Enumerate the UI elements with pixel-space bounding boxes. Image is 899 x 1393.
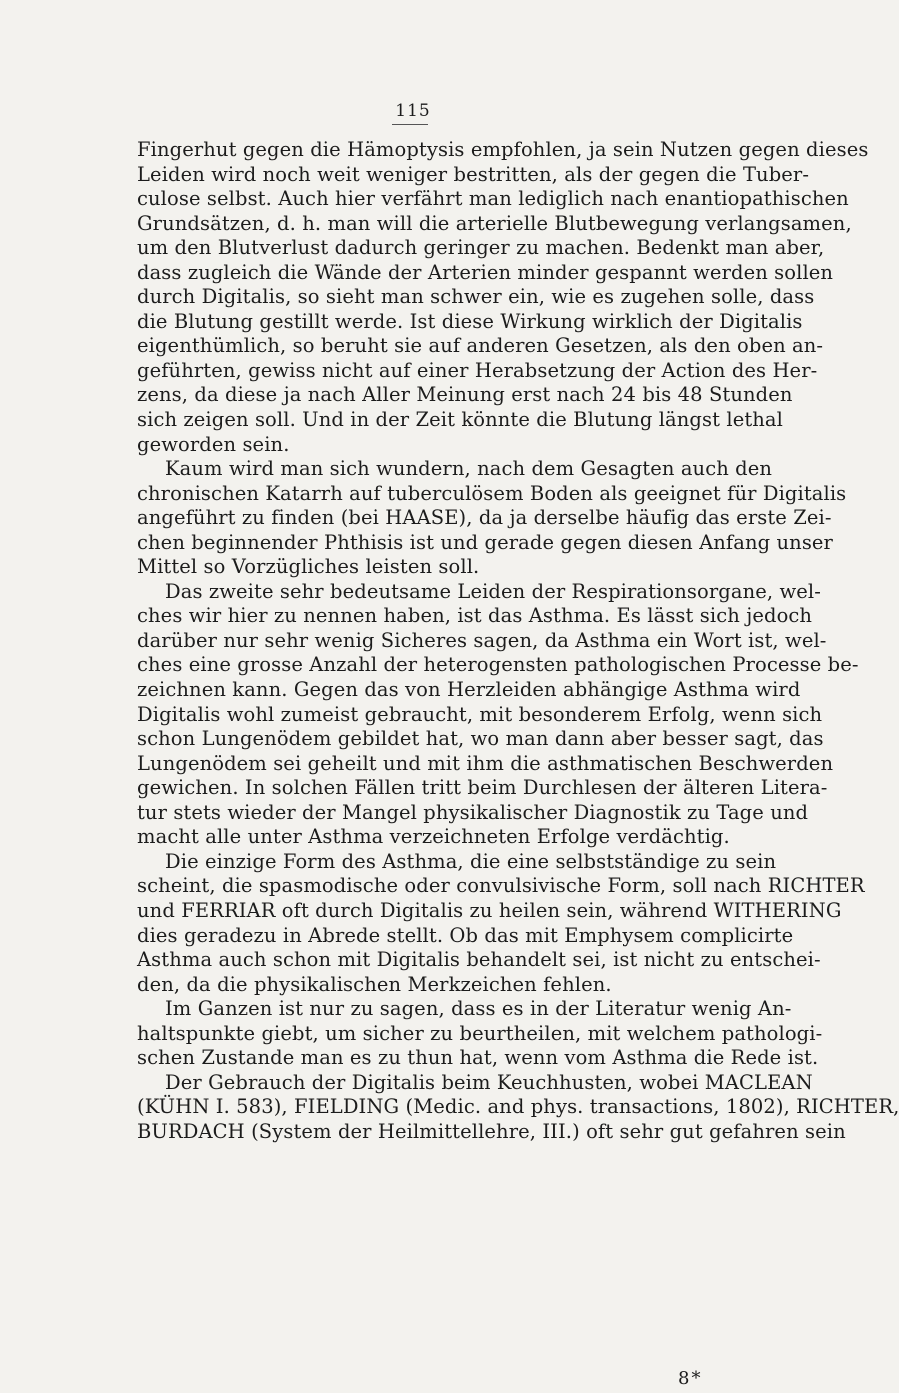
text-line: Mittel so Vorzügliches leisten soll.	[137, 555, 480, 579]
text-line: chronischen Katarrh auf tuberculösem Boden als geeignet für Digitalis	[137, 481, 847, 505]
text-line: geführten, gewiss nicht auf einer Herabsetzung der Action des Her-	[137, 358, 818, 382]
text-line: scheint, die spasmodische oder convulsivische Form, soll nach RICHTER	[137, 874, 865, 898]
text-line: zens, da diese ja nach Aller Meinung erst nach 24 bis 48 Stunden	[137, 383, 793, 407]
page-number-rule	[392, 124, 428, 125]
text-line: angeführt zu finden (bei HAASE), da ja derselbe häufig das erste Zei-	[137, 506, 832, 530]
text-line: Die einzige Form des Asthma, die eine selbstständige zu sein	[165, 849, 777, 873]
body-text	[137, 138, 899, 1144]
text-line: Lungenödem sei geheilt und mit ihm die asthmatischen Beschwerden	[137, 751, 834, 775]
text-line: chen beginnender Phthisis ist und gerade gegen diesen Anfang unser	[137, 530, 833, 554]
text-line: dass zugleich die Wände der Arterien minder gespannt werden sollen	[137, 260, 834, 284]
text-line: Fingerhut gegen die Hämoptysis empfohlen, ja sein Nutzen gegen dieses	[137, 138, 869, 161]
text-line: eigenthümlich, so beruht sie auf anderen Gesetzen, als den oben an-	[137, 334, 824, 358]
text-line: Kaum wird man sich wundern, nach dem Gesagten auch den	[165, 457, 773, 481]
text-line: dies geradezu in Abrede stellt. Ob das mit Emphysem complicirte	[137, 923, 794, 947]
signature-mark: 8*	[678, 1368, 703, 1389]
text-line: Grundsätzen, d. h. man will die arterielle Blutbewegung verlangsamen,	[137, 211, 852, 235]
text-line: Der Gebrauch der Digitalis beim Keuchhusten, wobei MACLEAN	[165, 1070, 813, 1094]
text-line: und FERRIAR oft durch Digitalis zu heilen sein, während WITHERING	[137, 898, 842, 922]
text-line: macht alle unter Asthma verzeichneten Erfolge verdächtig.	[137, 825, 730, 849]
text-line: durch Digitalis, so sieht man schwer ein, wie es zugehen solle, dass	[137, 285, 815, 309]
text-line: BURDACH (System der Heilmittellehre, III.) oft sehr gut gefahren sein	[137, 1119, 846, 1143]
text-line: zeichnen kann. Gegen das von Herzleiden abhängige Asthma wird	[137, 678, 801, 702]
text-line: die Blutung gestillt werde. Ist diese Wirkung wirklich der Digitalis	[137, 309, 803, 333]
text-line: haltspunkte giebt, um sicher zu beurtheilen, mit welchem pathologi-	[137, 1021, 823, 1045]
text-line: ches wir hier zu nennen haben, ist das Asthma. Es lässt sich jedoch	[137, 604, 813, 628]
text-line: um den Blutverlust dadurch geringer zu machen. Bedenkt man aber,	[137, 236, 825, 260]
text-line: tur stets wieder der Mangel physikalischer Diagnostik zu Tage und	[137, 800, 809, 824]
text-line: sich zeigen soll. Und in der Zeit könnte die Blutung längst lethal	[137, 408, 783, 432]
text-line: schon Lungenödem gebildet hat, wo man dann aber besser sagt, das	[137, 727, 824, 751]
page-number: 115	[395, 101, 431, 121]
text-line: darüber nur sehr wenig Sicheres sagen, da Asthma ein Wort ist, wel-	[137, 628, 827, 652]
text-line: ches eine grosse Anzahl der heterogensten pathologischen Processe be-	[137, 653, 859, 677]
text-line: Leiden wird noch weit weniger bestritten, als der gegen die Tuber-	[137, 162, 810, 186]
text-line: den, da die physikalischen Merkzeichen fehlen.	[137, 972, 612, 996]
text-line: Das zweite sehr bedeutsame Leiden der Respirationsorgane, wel-	[165, 579, 821, 603]
text-line: gewichen. In solchen Fällen tritt beim Durchlesen der älteren Litera-	[137, 776, 828, 800]
text-line: geworden sein.	[137, 432, 290, 456]
text-line: Asthma auch schon mit Digitalis behandelt sei, ist nicht zu entschei-	[137, 948, 821, 972]
text-line: culose selbst. Auch hier verfährt man lediglich nach enantiopathischen	[137, 187, 849, 211]
text-line: (KÜHN I. 583), FIELDING (Medic. and phys. transactions, 1802), RICHTER,	[137, 1095, 899, 1119]
text-line: Digitalis wohl zumeist gebraucht, mit besonderem Erfolg, wenn sich	[137, 702, 823, 726]
text-line: Im Ganzen ist nur zu sagen, dass es in der Literatur wenig An-	[165, 997, 792, 1021]
text-line: schen Zustande man es zu thun hat, wenn vom Asthma die Rede ist.	[137, 1046, 819, 1070]
